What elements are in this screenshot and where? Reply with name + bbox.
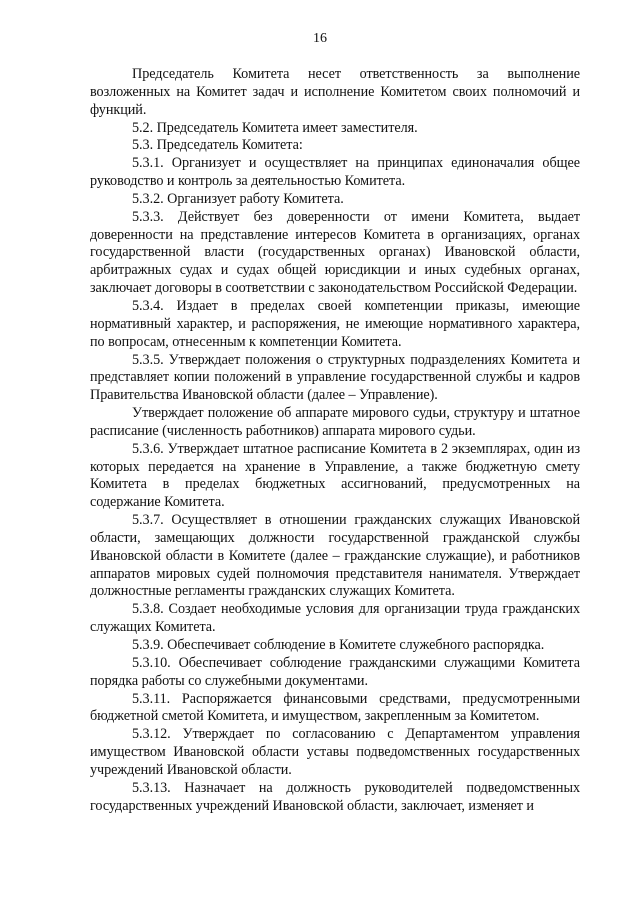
paragraph-chairman-responsibility: Председатель Комитета несет ответственность за выполнение возложенных на Комитет задач и исполнение Комитетом своих полномочий и функций. (90, 66, 580, 118)
paragraph-5-3-6: 5.3.6. Утверждает штатное расписание Комитета в 2 экземплярах, один из которых передается на хранение в Управление, а также бюджетную смету Комитета в пределах бюджетных ассигнований, предусмотренных на содержание Комитета. (90, 440, 580, 511)
paragraph-magistrate-apparatus: Утверждает положение об аппарате мирового судьи, структуру и штатное расписание (численность работников) аппарата мирового судьи. (90, 405, 580, 439)
paragraph-5-3-7: 5.3.7. Осуществляет в отношении гражданских служащих Ивановской области, замещающих должности государственной гражданской службы Ивановской области в Комитете (далее – гражданские служащие), и работников аппаратов мировых судей полномочия представителя нанимателя. Утверждает должностные регламенты гражданских служащих Комитета. (90, 512, 580, 600)
paragraph-5-3: 5.3. Председатель Комитета: (132, 137, 303, 154)
paragraph-5-3-9: 5.3.9. Обеспечивает соблюдение в Комитете служебного распорядка. (132, 637, 545, 653)
paragraph-5-3-5: 5.3.5. Утверждает положения о структурных подразделениях Комитета и представляет копии положений в управление государственной службы и кадров Правительства Ивановской области (далее – Управление). (90, 351, 580, 404)
paragraph-5-3-10: 5.3.10. Обеспечивает соблюдение гражданскими служащими Комитета порядка работы со служебными документами. (90, 654, 580, 689)
paragraph-5-2: 5.2. Председатель Комитета имеет заместителя. (132, 119, 418, 136)
paragraph-5-3-2: 5.3.2. Организует работу Комитета. (132, 190, 344, 207)
paragraph-5-3-11: 5.3.11. Распоряжается финансовыми средствами, предусмотренными бюджетной сметой Комитета, и имуществом, закрепленным за Комитетом. (90, 690, 580, 725)
paragraph-5-3-1: 5.3.1. Организует и осуществляет на принципах единоначалия общее руководство и контроль за деятельностью Комитета. (90, 155, 580, 190)
paragraph-5-3-8: 5.3.8. Создает необходимые условия для организации труда гражданских служащих Комитета. (90, 601, 580, 636)
paragraph-5-3-13: 5.3.13. Назначает на должность руководителей подведомственных государственных учреждений Ивановской области, заключает, изменяет и (90, 779, 580, 814)
paragraph-5-3-3: 5.3.3. Действует без доверенности от имени Комитета, выдает доверенности на представление интересов Комитета в организациях, органах государственной власти (государственных органах) Ивановской области, арбитражных судах и судах общей юрисдикции и иных судебных органах, заключает договоры в соответствии с законодательством Российской Федерации. (90, 208, 580, 297)
page-number: 16 (313, 31, 327, 46)
paragraph-5-3-4: 5.3.4. Издает в пределах своей компетенции приказы, имеющие нормативный характер, и распоряжения, не имеющие нормативного характера, по вопросам, отнесенным к компетенции Комитета. (90, 297, 580, 350)
document-body (90, 66, 580, 815)
paragraph-5-3-12: 5.3.12. Утверждает по согласованию с Департаментом управления имуществом Ивановской области уставы подведомственных государственных учреждений Ивановской области. (90, 726, 580, 778)
